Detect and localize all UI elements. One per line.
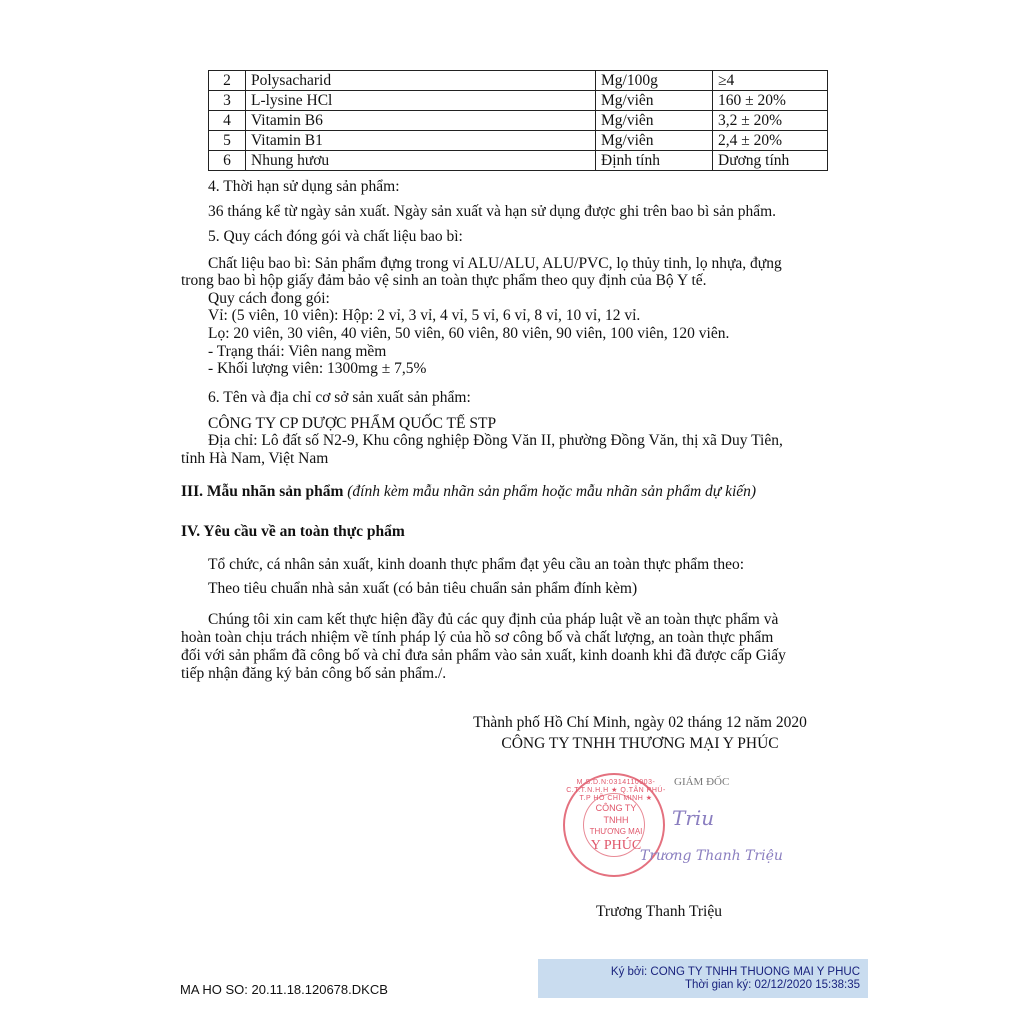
handwritten-initial: Triu [672,806,715,830]
handwritten-signature: Trương Thanh Triệu [640,848,783,864]
row-number: 4 [209,111,246,131]
ingredients-table [208,70,828,171]
commitment-line-2: hoàn toàn chịu trách nhiệm về tính pháp lý của hồ sơ công bố và chất lượng, an toàn thực phẩm [181,629,774,646]
ingredient-unit: Định tính [596,151,713,171]
manufacturer-name: CÔNG TY CP DƯỢC PHẨM QUỐC TẾ STP [208,415,497,432]
food-safety-line-2: Theo tiêu chuẩn nhà sản xuất (có bản tiêu chuẩn sản phẩm đính kèm) [208,580,638,597]
manufacturer-address-line-2: tỉnh Hà Nam, Việt Nam [181,450,329,467]
ingredient-value: 2,4 ± 20% [713,131,828,151]
blister-spec: Vỉ: (5 viên, 10 viên): Hộp: 2 vỉ, 3 vỉ, 4 vỉ, 5 vỉ, 6 vỉ, 8 vỉ, 10 vỉ, 12 vỉ. [208,307,641,324]
table-row [209,111,828,131]
stamp-line-3: THƯƠNG MẠI [589,827,643,836]
ingredient-value: 3,2 ± 20% [713,111,828,131]
section-iii-note: (đính kèm mẫu nhãn sản phẩm hoặc mẫu nhãn sản phẩm dự kiến) [347,483,757,500]
ingredient-unit: Mg/100g [596,71,713,91]
food-safety-line-1: Tổ chức, cá nhân sản xuất, kinh doanh thực phẩm đạt yêu cầu an toàn thực phẩm theo: [208,556,745,573]
commitment-line-1: Chúng tôi xin cam kết thực hiện đầy đủ các quy định của pháp luật về an toàn thực phẩm và [208,611,779,628]
place-and-date: Thành phố Hồ Chí Minh, ngày 02 tháng 12 năm 2020 [473,714,807,731]
section-4-heading: 4. Thời hạn sử dụng sản phẩm: [208,178,400,195]
stamp-line-4: Y PHÚC [590,838,642,853]
manufacturer-address-line-1: Địa chỉ: Lô đất số N2-9, Khu công nghiệp Đồng Văn II, phường Đồng Văn, thị xã Duy Tiên, [208,432,783,449]
digital-signature-box [538,959,868,998]
signing-company: CÔNG TY TNHH THƯƠNG MẠI Y PHÚC [501,735,779,752]
table-row [209,151,828,171]
row-number: 6 [209,151,246,171]
ingredient-name: Vitamin B1 [246,131,596,151]
section-iii [181,483,756,501]
stamp-line-1: CÔNG TY [595,803,637,813]
packing-spec-label: Quy cách đong gói: [208,290,330,307]
row-number: 5 [209,131,246,151]
ingredient-name: Vitamin B6 [246,111,596,131]
ingredient-unit: Mg/viên [596,111,713,131]
commitment-line-3: đối với sản phẩm đã công bố và chỉ đưa sản phẩm vào sản xuất, kinh doanh khi đã được cấp Giấy [181,647,786,664]
record-code: MA HO SO: 20.11.18.120678.DKCB [180,982,388,997]
bottle-spec: Lọ: 20 viên, 30 viên, 40 viên, 50 viên, 60 viên, 80 viên, 90 viên, 100 viên, 120 viên. [208,325,730,342]
table-row [209,131,828,151]
ingredient-name: L-lysine HCl [246,91,596,111]
ingredient-unit: Mg/viên [596,91,713,111]
shelf-life-text: 36 tháng kể từ ngày sản xuất. Ngày sản xuất và hạn sử dụng được ghi trên bao bì sản phẩm. [208,203,777,220]
row-number: 3 [209,91,246,111]
table-row [209,91,828,111]
stamp-ring-text: M.S.D.N:0314110003-C.T.T.N.H.H ★ Q.TÂN PHÚ-T.P HỒ CHÍ MINH ★ [566,779,666,802]
stamp-line-2: TNHH [603,815,629,825]
packaging-material-line-1: Chất liệu bao bì: Sản phẩm đựng trong vỉ ALU/ALU, ALU/PVC, lọ thủy tinh, lọ nhựa, đựng [208,255,782,272]
section-iii-heading: III. Mẫu nhãn sản phẩm [181,483,344,500]
signed-time: Thời gian ký: 02/12/2020 15:38:35 [684,979,860,991]
director-title: GIÁM ĐỐC [674,776,730,788]
row-number: 2 [209,71,246,91]
ingredient-value: 160 ± 20% [713,91,828,111]
ingredient-name: Nhung hươu [246,151,596,171]
section-iv-heading: IV. Yêu cầu về an toàn thực phẩm [181,523,405,540]
table-row [209,71,828,91]
section-6-heading: 6. Tên và địa chỉ cơ sở sản xuất sản phẩm: [208,389,471,406]
signed-by: Ký bởi: CONG TY TNHH THUONG MAI Y PHUC [610,966,860,978]
section-5-heading: 5. Quy cách đóng gói và chất liệu bao bì: [208,228,463,245]
ingredient-value: Dương tính [713,151,828,171]
packaging-material-line-2: trong bao bì hộp giấy đảm bảo vệ sinh an toàn thực phẩm theo quy định của Bộ Y tế. [181,272,707,289]
capsule-weight: - Khối lượng viên: 1300mg ± 7,5% [208,360,427,377]
commitment-line-4: tiếp nhận đăng ký bản công bố sản phẩm./. [181,665,447,682]
ingredient-value: ≥4 [713,71,828,91]
product-state: - Trạng thái: Viên nang mềm [208,343,387,360]
ingredient-name: Polysacharid [246,71,596,91]
signer-name: Trương Thanh Triệu [596,903,722,920]
ingredient-unit: Mg/viên [596,131,713,151]
